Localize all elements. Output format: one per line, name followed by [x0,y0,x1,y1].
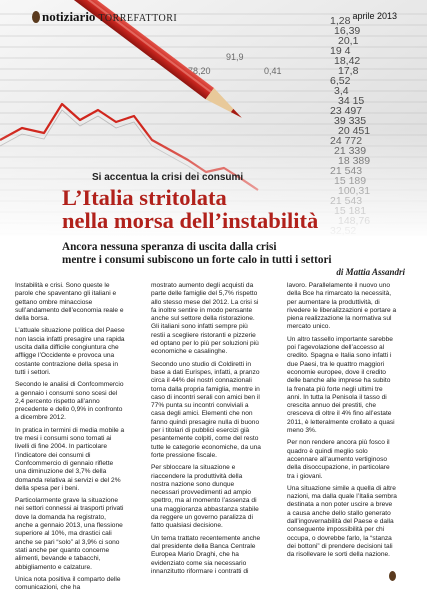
article-kicker: Si accentua la crisi dei consumi [92,172,244,183]
brand-sub: TORREFATTORI [98,13,178,24]
paragraph: Per non rendere ancora più fosco il quadro è quindi meglio solo accennare all’aumento vertiginoso della disoccupazione, in particolare tra i giovani. [287,439,390,480]
coffee-bean-end-icon [389,571,396,581]
paragraph: Un tema trattato recentemente anche dal presidente della Banca Centrale Europea Mario Draghi, che ha evidenziato come sia necessario innanzitutto riformare i contratti di [151,534,261,575]
paragraph: mostrato aumento degli acquisti da parte delle famiglie del 5,7% rispetto allo stesso mese del 2012. La crisi si fa inoltre sentire in modo pensante anche sul settore della ristorazione. Gli italiani sono infatti sempre più restii a scegliere ristoranti e pizzerie ed optano per lo più per soluzioni più economiche e casalinghe. [151,282,259,356]
paragraph: Secondo uno studio di Coldiretti in base a dati Eurispes, infatti, a pranzo circa il 44% dei nostri connazionali torna dalla propria famiglia, mentre in caso di incontri serali con amici ben il 77% punta su incontri conviviali a casa degli amici. Elementi che non fanno quindi presagire nulla di buono per i titolari di pubblici esercizi già pesantemente colpiti, come del resto tutte le categorie economiche, da una forte pressione fiscale. [151,360,261,459]
article-headline [62,186,402,232]
paragraph: In pratica in termini di media mobile a tre mesi i consumi sono tornati ai livelli di fine 2004. In particolare l’indicatore dei consumi di Confcommercio di gennaio riflette una diminuzione del 3,7% della domanda relativa ai servizi e del 2% della spesa per i beni. [15,426,125,492]
subhead-line-1: Ancora nessuna speranza di uscita dalla crisi [62,241,277,253]
paragraph: Un altro tassello importante sarebbe poi l’agevolazione dell’accesso al credito. Spagna e Italia sono infatti i due Paesi, tra le quattro maggiori economie europee, dove il credito delle banche alle imprese ha subito la frenata più forte negli ultimi tre anni. In tutta la Penisola il tasso di crescita annuo dei prestiti, che cresceva di oltre il 4% fino all’estate 2011, è letteralmente crollato a quasi meno 3%. [287,335,395,435]
paragraph: Particolarmente grave la situazione nei settori connessi ai trasporti privati dove la domanda ha registrato, anche a gennaio 2013, una flessione superiore al 10%, ma drastici cali anche se pari “solo” al 3,9% ci sono stati anche per quanto concerne alimenti, bevande e tabacchi, abbigliamento e calzature. [15,497,124,571]
article-column-2 [151,282,261,580]
headline-line-2: nella morsa dell’instabilità [62,208,319,233]
headline-line-1: L’Italia stritolata [62,185,227,210]
article-subheadline [62,241,407,266]
paragraph: Per sbloccare la situazione e riaccendere la produttività della nostra nazione sono dunque necessari provvedimenti ad ampio spettro, ma al momento l’assenza di una maggioranza abbastanza stabile da reggere un governo paralizza di fatto qualsiasi decisione. [151,464,259,530]
paragraph: Secondo le analisi di Confcommercio a gennaio i consumi sono scesi del 2,4 percento rispetto all’anno precedente e dello 0,9% in confronto a dicembre 2012. [15,381,124,422]
paragraph: lavoro. Parallelamente il nuovo uno della Bce ha rimarcato la necessità, per aumentare la produttività, di rivedere le liberalizzazioni e portare a piena realizzazione la normativa sul mercato unico. [287,282,397,331]
paragraph: Unica nota positiva il comparto delle comunicazioni, che ha [15,575,121,592]
coffee-bean-icon [32,11,40,23]
brand-title [42,9,177,25]
issue-date: aprile 2013 [352,11,397,21]
paragraph: Instabilità e crisi. Sono queste le parole che spaventano gli italiani e gettano ombre minacciose sull’andamento dell’economia reale e della borsa. [15,282,124,323]
paragraph: Una situazione simile a quella di altre nazioni, ma dalla quale l’Italia sembra destinata a non poter uscire a breve a causa anche dello stallo generato dall’ingovernabilità del Paese e dalla conseguente impossibilità per chi occupa, o dovrebbe farlo, la “stanza dei bottoni” di prendere decisioni tali da risollevare le sorti della nazione. [287,484,397,559]
subhead-line-2: mentre i consumi subiscono un forte calo in tutti i settori [62,253,332,266]
paragraph: L’attuale situazione politica del Paese non lascia infatti presagire una rapida uscita dalla difficile congiuntura che affligge l’Occidente e provoca una costante contrazione della spesa in tutti i settori. [15,327,125,376]
brand-main: notiziario [42,9,96,24]
article-column-1 [15,282,125,596]
article-byline: di Mattia Assandri [336,267,405,277]
article-column-3 [287,282,397,564]
newsletter-header [0,8,427,28]
